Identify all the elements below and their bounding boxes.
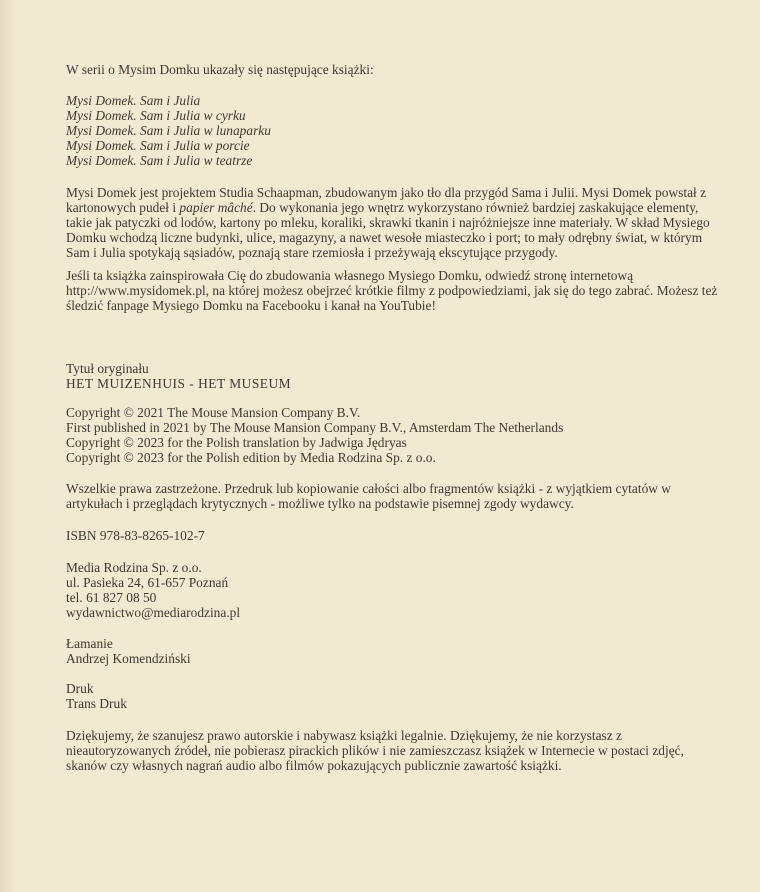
original-title-label: Tytuł oryginału [66, 361, 149, 376]
series-book-list [66, 93, 721, 168]
print-block [66, 681, 721, 711]
book-title: Mysi Domek. Sam i Julia [66, 93, 201, 108]
copyright-line: Copyright © 2021 The Mouse Mansion Company B.V. [66, 405, 361, 420]
publisher-phone: tel. 61 827 08 50 [66, 590, 157, 605]
isbn-line: ISBN 978-83-8265-102-7 [66, 528, 205, 543]
publisher-email: wydawnictwo@mediarodzina.pl [66, 605, 241, 620]
book-title: Mysi Domek. Sam i Julia w porcie [66, 138, 250, 153]
original-title-value: HET MUIZENHUIS - HET MUSEUM [66, 376, 292, 391]
copyright-line: First published in 2021 by The Mouse Mansion Company B.V., Amsterdam The Netherlands [66, 420, 564, 435]
publisher-name: Media Rodzina Sp. z o.o. [66, 560, 202, 575]
print-label: Druk [66, 681, 94, 696]
typesetting-label: Łamanie [66, 636, 113, 651]
legal-note-paragraph: Dziękujemy, że szanujesz prawo autorskie i nabywasz książki legalnie. Dziękujemy, że nie korzystasz z nieautoryzowanych źródeł, nie pobierasz pirackich plików i nie zamieszczasz książek w Internecie w postaci zdjęć, skanów czy własnych nagrań audio albo filmów pokazujących publicznie zawartość książki. [66, 728, 684, 773]
typesetting-name: Andrzej Komendziński [66, 651, 191, 666]
invite-paragraph: Jeśli ta książka zainspirowała Cię do zbudowania własnego Mysiego Domku, odwiedź stronę internetową http://www.mysidomek.pl, na której możesz obejrzeć krótkie filmy z podpowiedziami, jak się do tego zabrać. Możesz też śledzić fanpage Mysiego Domku na Facebooku i kanał na YouTubie! [66, 268, 718, 313]
copyright-line: Copyright © 2023 for the Polish translation by Jadwiga Jędryas [66, 435, 407, 450]
print-name: Trans Druk [66, 696, 127, 711]
book-title: Mysi Domek. Sam i Julia w lunaparku [66, 123, 271, 138]
publisher-address: ul. Pasieka 24, 61-657 Poznań [66, 575, 229, 590]
book-title: Mysi Domek. Sam i Julia w cyrku [66, 108, 246, 123]
copyright-line: Copyright © 2023 for the Polish edition by Media Rodzina Sp. z o.o. [66, 450, 436, 465]
publisher-block [66, 560, 721, 620]
original-title-block [66, 361, 721, 391]
copyright-block [66, 405, 721, 465]
about-paragraph [66, 185, 721, 260]
about-text-start: Mysi Domek jest projektem Studia Schaapman, zbudowanym jako tło dla przygód Sama i Julii. Mysi Domek powstał z kartonowych pudeł i [66, 185, 707, 215]
series-intro: W serii o Mysim Domku ukazały się następujące książki: [66, 62, 374, 77]
about-text-end: . Do wykonania jego wnętrz wykorzystano również bardziej zaskakujące elementy, takie jak patyczki od lodów, kartony po mleku, koraliki, skrawki tkanin i najróżniejsze inne materiały. W skład Mysiego Domku wchodzą liczne budynki, ulice, magazyny, a nawet wesołe miasteczko i port; to mały odrębny świat, w którym Sam i Julia spotykają sąsiadów, poznają stare rzemiosła i przeżywają ekscytujące przygody. [66, 200, 710, 260]
rights-paragraph: Wszelkie prawa zastrzeżone. Przedruk lub kopiowanie całości albo fragmentów książki - z wyjątkiem cytatów w artykułach i przeglądach krytycznych - możliwe tylko na podstawie pisemnej zgody wydawcy. [66, 481, 671, 511]
book-title: Mysi Domek. Sam i Julia w teatrze [66, 153, 253, 168]
typesetting-block [66, 636, 721, 666]
text-column [66, 62, 721, 773]
about-italic-term: papier mâché [179, 200, 253, 215]
